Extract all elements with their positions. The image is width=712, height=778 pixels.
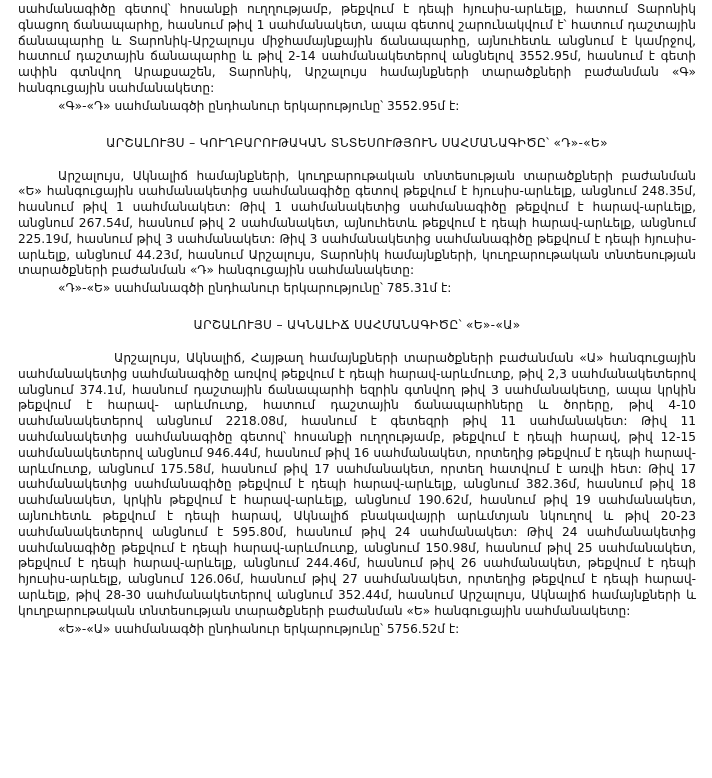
total-length-g-d: «Գ»-«Դ» սահմանագծի ընդհանուր երկարությունը՝ 3552.95մ է: <box>58 98 460 113</box>
paragraph-boundary-e-a: Արշալույս, Ակնալիճ, Հայթաղ համայնքների տարածքների բաժանման «Ա» հանգուցային սահմանակետից սահմանագիծը առվով թեքվում է դեպի հարավ-արևմուտք, թիվ 2,3 սահմանակետերով անցնում 374.1մ, հասնում դաշտային ճանապարհի եզրին գտնվող թիվ 3 սահմանակետը, ապա կրկին թեքվում է հարավ- արևմուտք, հատում դաշտային ճանապարհները և ծորերը, թիվ 4-10 սահմանակետերով անցնում 2218.08մ, հասնում է գետեզրի թիվ 11 սահմանակետ: Թիվ 11 սահմանակետից սահմանագիծը գետով՝ հոսանքի ուղղությամբ, թեքվում է դեպի հարավ, թիվ 12-15 սահմանակետերով անցնում 946.44մ, հասնում թիվ 16 սահմանակետ, որտեղից թեքվում է դեպի հարավ-արևմուտք, անցնում 175.58մ, հասնում թիվ 17 սահմանակետ, որտեղ հատվում է առվի հետ: Թիվ 17 սահմանակետից սահմանագիծը թեքվում է դեպի հարավ-արևելք, անցնում 382.36մ, հասնում թիվ 18 սահմանակետ, կրկին թեքվում է հարավ-արևելք, անցնում 190.62մ, հասնում թիվ 19 սահմանակետ, այնուհետև թեքվում է դեպի հարավ, Ակնալիճ բնակավայրի արևմտյան նկուղով և թիվ 20-23 սահմանակետերով անցնում է 595.80մ, հասնում թիվ 24 սահմանակետ: Թիվ 24 սահմանակետից սահմանագիծը թեքվում է դեպի հարավ-արևմուտք, անցնում 150.98մ, հասնում թիվ 25 սահմանակետ, թեքվում է դեպի հարավ-արևելք, անցնում 244.46մ, հասնում թիվ 26 սահմանակետ, թեքվում է դեպի հյուսիս-արևելք, անցնում 126.06մ, հասնում թիվ 27 սահմանակետ, որտեղից թեքվում է դեպի հարավ-արևելք, թիվ 28-30 սահմանակետերով անցնում 352.44մ, հասնում Արշալույս, Ակնալիճ համայնքների և կուղբարութական տնտեսության տարածքների բաժանման «Ե» հանգուցային սահմանակետը: <box>18 350 696 618</box>
section-heading-e-a <box>18 317 696 333</box>
section-heading-d-e <box>18 135 696 151</box>
total-length-d-e: «Դ»-«Ե» սահմանագծի ընդհանուր երկարությունը՝ 785.31մ է: <box>58 281 452 296</box>
total-length-e-a: «Ե»-«Ա» սահմանագծի ընդհանուր երկարությունը՝ 5756.52մ է: <box>58 621 460 636</box>
paragraph-boundary-d-e: Արշալույս, Ակնալիճ համայնքների, կուղբարութական տնտեսության տարածքների բաժանման «Ե» հանգուցային սահմանակետից սահմանագիծը գետով թեքվում է հյուսիս-արևելք, անցնում 248.35մ, հասնում թիվ 1 սահմանակետ: Թիվ 1 սահմանակետից սահմանագիծը թեքվում է հարավ-արևելք, անցնում 267.54մ, հասնում թիվ 2 սահմանակետ, այնուհետև թեքվում է դեպի հարավ-արևելք, անցնում 225.19մ, հասնում թիվ 3 սահմանակետ: Թիվ 3 սահմանակետից սահմանագիծը թեքվում է դեպի հյուսիս-արևելք, անցնում 44.23մ, հասնում Արշալույս, Տարոնիկ համայնքների, կուղբարութական տնտեսության տարածքների բաժանման «Դ» հանգուցային սահմանակետը: <box>18 168 696 278</box>
section-heading-d-e-text: ԱՐՇԱԼՈՒՅՍ – ԿՈՒՂԲԱՐՈՒԹԱԿԱՆ ՏՆՏԵՍՈՒԹՅՈՒՆ ՍԱՀՄԱՆԱԳԻԾԸ՝ «Դ»-«Ե» <box>106 135 608 150</box>
paragraph-boundary-g-d: սահմանագիծը գետով՝ հոսանքի ուղղությամբ, թեքվում է դեպի հյուսիս-արևելք, հատում Տարոնիկ գնացող ճանապարհը, հասնում թիվ 1 սահմանակետ, ապա գետով շարունակվում է՝ հատում դաշտային ճանապարհը և Տարոնիկ-Արշալույս միջհամայնքային ճանապարհը, այնուհետև անցնում է կամրջով, հատում դաշտային ճանապարհը և թիվ 2-14 սահմանակետերով անցնելով 3552.95մ, հասնում է գետի ափին գտնվող Արաքսաշեն, Տարոնիկ, Արշալույս համայնքների տարածքների բաժանման «Գ» հանգուցային սահմանակետը: <box>18 2 696 95</box>
section-heading-e-a-text: ԱՐՇԱԼՈՒՅՍ – ԱԿՆԱԼԻՃ ՍԱՀՄԱՆԱԳԻԾԸ՝ «Ե»-«Ա» <box>193 317 521 332</box>
